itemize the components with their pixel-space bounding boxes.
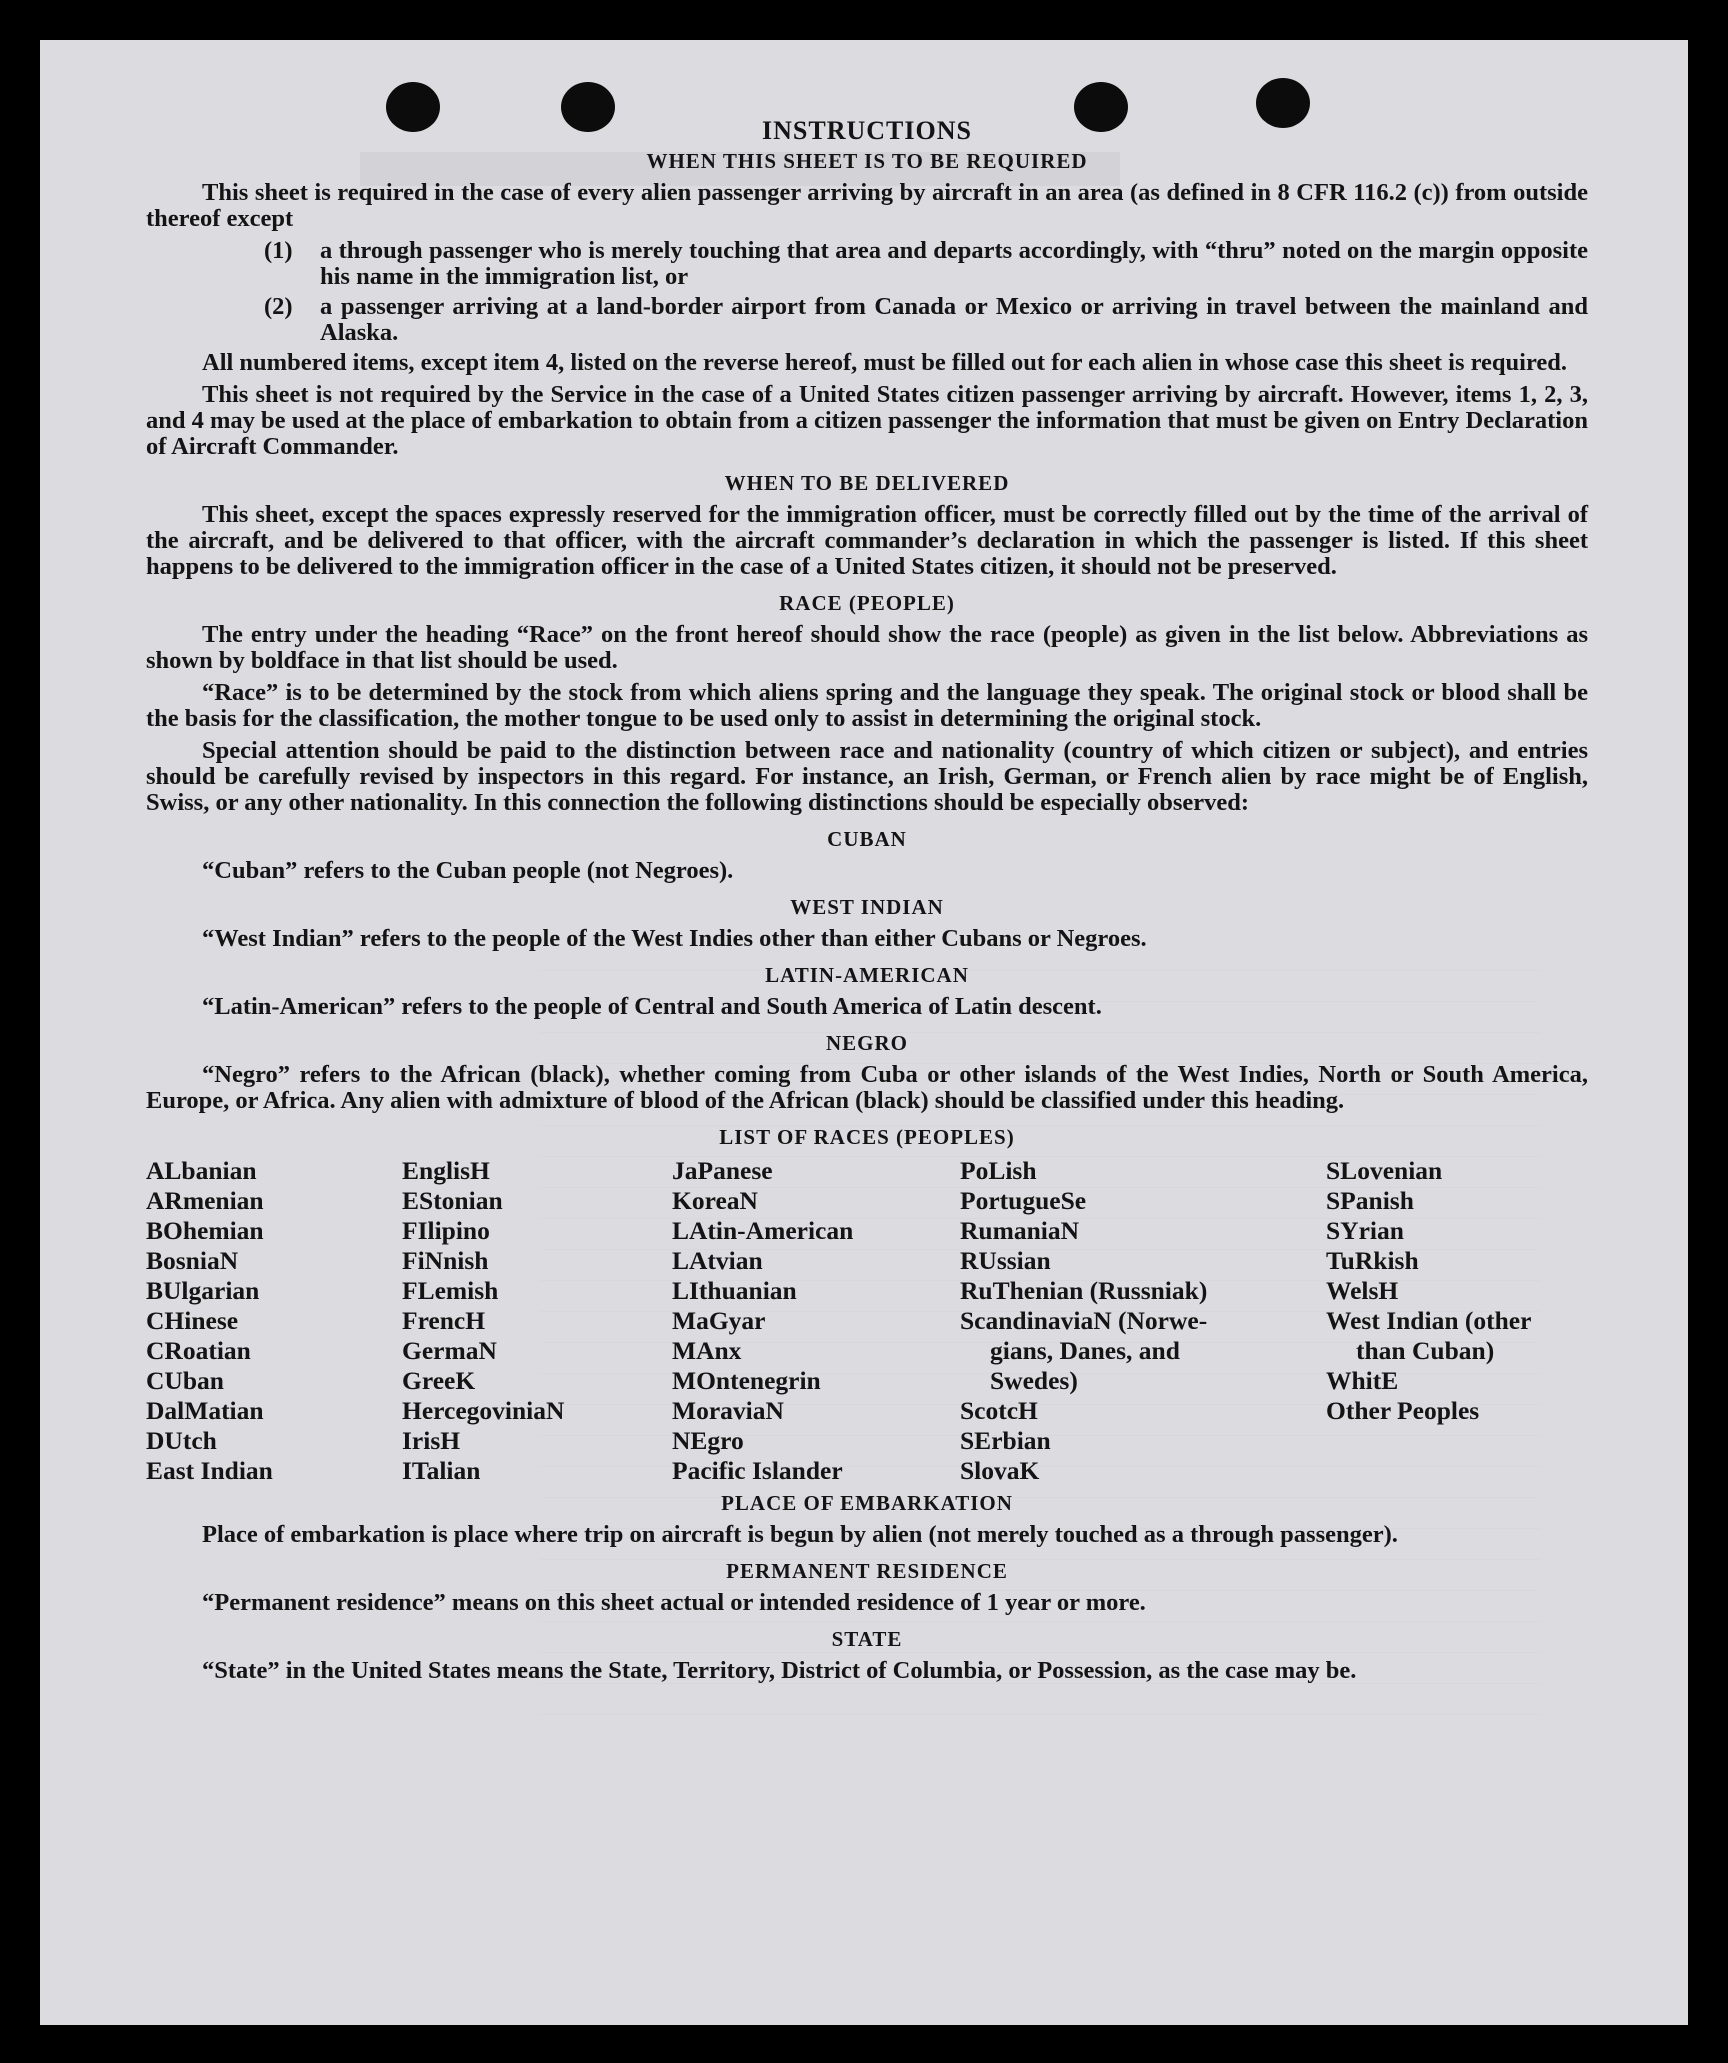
race-entry: PoLish	[960, 1156, 1037, 1185]
races-column	[672, 1156, 960, 1486]
race-entry: Swedes)	[990, 1366, 1078, 1395]
paragraph: “Race” is to be determined by the stock from which aliens spring and the language they speak. The original stock or blood shall be the basis for the classification, the mother tongue to be used only to assist in determining the original stock.	[146, 679, 1588, 732]
race-entry: DalMatian	[146, 1396, 264, 1425]
race-entry: MoraviaN	[672, 1396, 784, 1425]
race-entry: gians, Danes, and	[990, 1336, 1180, 1365]
race-entry: FrencH	[402, 1306, 486, 1335]
races-column	[146, 1156, 402, 1486]
race-entry: LIthuanian	[672, 1276, 797, 1305]
race-entry: FLemish	[402, 1276, 499, 1305]
race-entry: TuRkish	[1326, 1246, 1419, 1275]
paragraph: The entry under the heading “Race” on the front hereof should show the race (people) as given in the list below. Abbreviations as shown by boldface in that list should be used.	[146, 621, 1588, 674]
race-entry: PortugueSe	[960, 1186, 1087, 1215]
paragraph: This sheet is required in the case of every alien passenger arriving by aircraft in an area (as defined in 8 CFR 116.2 (c)) from outside thereof except	[146, 179, 1588, 232]
paragraph: Place of embarkation is place where trip on aircraft is begun by alien (not merely touched as a through passenger).	[202, 1521, 1398, 1548]
race-entry: MOntenegrin	[672, 1366, 821, 1395]
race-entry: RuThenian (Russniak)	[960, 1276, 1208, 1305]
item-text: a passenger arriving at a land-border airport from Canada or Mexico or arriving in travel between the mainland and Alaska.	[320, 293, 1588, 346]
race-entry: than Cuban)	[1356, 1336, 1495, 1365]
races-column	[402, 1156, 672, 1486]
race-entry: SYrian	[1326, 1216, 1404, 1245]
subheading-west-indian: WEST INDIAN	[790, 895, 944, 919]
race-entry: GermaN	[402, 1336, 497, 1365]
paragraph: Special attention should be paid to the distinction between race and nationality (country of which citizen or subject), and entries should be carefully revised by inspectors in this regard. For instance, an Irish, German, or French alien by race might be of English, Swiss, or any other nationality. In this connection the following distinctions should be especially observed:	[146, 737, 1588, 816]
race-entry: IrisH	[402, 1426, 461, 1455]
races-list	[146, 1156, 1588, 1486]
race-entry: ScandinaviaN (Norwe-	[960, 1306, 1208, 1335]
race-entry: ALbanian	[146, 1156, 257, 1185]
race-entry: Other Peoples	[1326, 1396, 1480, 1425]
definition-permanent-residence: “Permanent residence” means on this sheet actual or intended residence of 1 year or more.	[202, 1589, 1146, 1616]
race-entry: JaPanese	[672, 1156, 773, 1185]
subheading-negro: NEGRO	[825, 1031, 908, 1055]
definition-negro: “Negro” refers to the African (black), whether coming from Cuba or other islands of the West Indies, North or South America, Europe, or Africa. Any alien with admixture of blood of the African (black) should be classified under this heading.	[146, 1061, 1588, 1114]
item-number: (1)	[264, 237, 293, 264]
race-entry: WelsH	[1326, 1276, 1399, 1305]
item-number: (2)	[264, 293, 293, 320]
subheading-latin-american: LATIN-AMERICAN	[765, 963, 969, 987]
definition-cuban: “Cuban” refers to the Cuban people (not Negroes).	[202, 857, 734, 884]
race-entry: SPanish	[1326, 1186, 1414, 1215]
race-entry: BUlgarian	[146, 1276, 260, 1305]
race-entry: ITalian	[402, 1456, 481, 1485]
section-heading-state: STATE	[831, 1627, 903, 1651]
races-column	[1326, 1156, 1588, 1486]
race-entry: HercegoviniaN	[402, 1396, 565, 1425]
race-entry: FIlipino	[402, 1216, 490, 1245]
list-item	[264, 294, 1588, 346]
section-heading-when-required: WHEN THIS SHEET IS TO BE REQUIRED	[646, 149, 1088, 173]
document-sheet	[40, 40, 1688, 2025]
paragraph: All numbered items, except item 4, listed on the reverse hereof, must be filled out for each alien in whose case this sheet is required.	[202, 349, 1568, 376]
list-item	[264, 238, 1588, 290]
race-entry: LAtin-American	[672, 1216, 854, 1245]
section-heading-race: RACE (PEOPLE)	[779, 591, 955, 615]
race-entry: KoreaN	[672, 1186, 758, 1215]
race-entry: SErbian	[960, 1426, 1051, 1455]
race-entry: MAnx	[672, 1336, 742, 1365]
race-entry: EStonian	[402, 1186, 503, 1215]
race-entry: BOhemian	[146, 1216, 264, 1245]
race-entry: FiNnish	[402, 1246, 489, 1275]
definition-latin-american: “Latin-American” refers to the people of Central and South America of Latin descent.	[202, 993, 1102, 1020]
race-entry: NEgro	[672, 1426, 744, 1455]
race-entry: WhitE	[1326, 1366, 1399, 1395]
race-entry: RumaniaN	[960, 1216, 1080, 1245]
section-heading-list-of-races: LIST OF RACES (PEOPLES)	[719, 1125, 1015, 1149]
race-entry: BosniaN	[146, 1246, 239, 1275]
race-entry: GreeK	[402, 1366, 476, 1395]
section-heading-when-delivered: WHEN TO BE DELIVERED	[724, 471, 1010, 495]
item-text: a through passenger who is merely touching that area and departs accordingly, with “thru” noted on the margin opposite his name in the immigration list, or	[320, 237, 1588, 290]
race-entry: SlovaK	[960, 1456, 1040, 1485]
race-entry: West Indian (other	[1326, 1306, 1532, 1335]
race-entry: Pacific Islander	[672, 1456, 843, 1485]
race-entry: CHinese	[146, 1306, 239, 1335]
page-title: INSTRUCTIONS	[762, 116, 972, 145]
race-entry: MaGyar	[672, 1306, 766, 1335]
race-entry: ARmenian	[146, 1186, 264, 1215]
definition-west-indian: “West Indian” refers to the people of the West Indies other than either Cubans or Negroes.	[202, 925, 1147, 952]
race-entry: LAtvian	[672, 1246, 763, 1275]
race-entry: RUssian	[960, 1246, 1051, 1275]
race-entry: East Indian	[146, 1456, 273, 1485]
races-column	[960, 1156, 1326, 1486]
definition-state: “State” in the United States means the State, Territory, District of Columbia, or Possession, as the case may be.	[202, 1657, 1357, 1684]
section-heading-permanent-residence: PERMANENT RESIDENCE	[726, 1559, 1008, 1583]
race-entry: DUtch	[146, 1426, 217, 1455]
race-entry: CRoatian	[146, 1336, 251, 1365]
subheading-cuban: CUBAN	[827, 827, 907, 851]
instructions-content	[146, 118, 1588, 1690]
section-heading-embarkation: PLACE OF EMBARKATION	[721, 1491, 1013, 1515]
race-entry: ScotcH	[960, 1396, 1038, 1425]
race-entry: CUban	[146, 1366, 224, 1395]
paragraph: This sheet is not required by the Service in the case of a United States citizen passenger arriving by aircraft. However, items 1, 2, 3, and 4 may be used at the place of embarkation to obtain from a citizen passenger the information that must be given on Entry Declaration of Aircraft Commander.	[146, 381, 1588, 460]
race-entry: SLovenian	[1326, 1156, 1443, 1185]
paragraph: This sheet, except the spaces expressly reserved for the immigration officer, must be correctly filled out by the time of the arrival of the aircraft, and be delivered to that officer, with the aircraft commander’s declaration in which the passenger is listed. If this sheet happens to be delivered to the immigration officer in the case of a United States citizen, it should not be preserved.	[146, 501, 1588, 580]
race-entry: EnglisH	[402, 1156, 490, 1185]
